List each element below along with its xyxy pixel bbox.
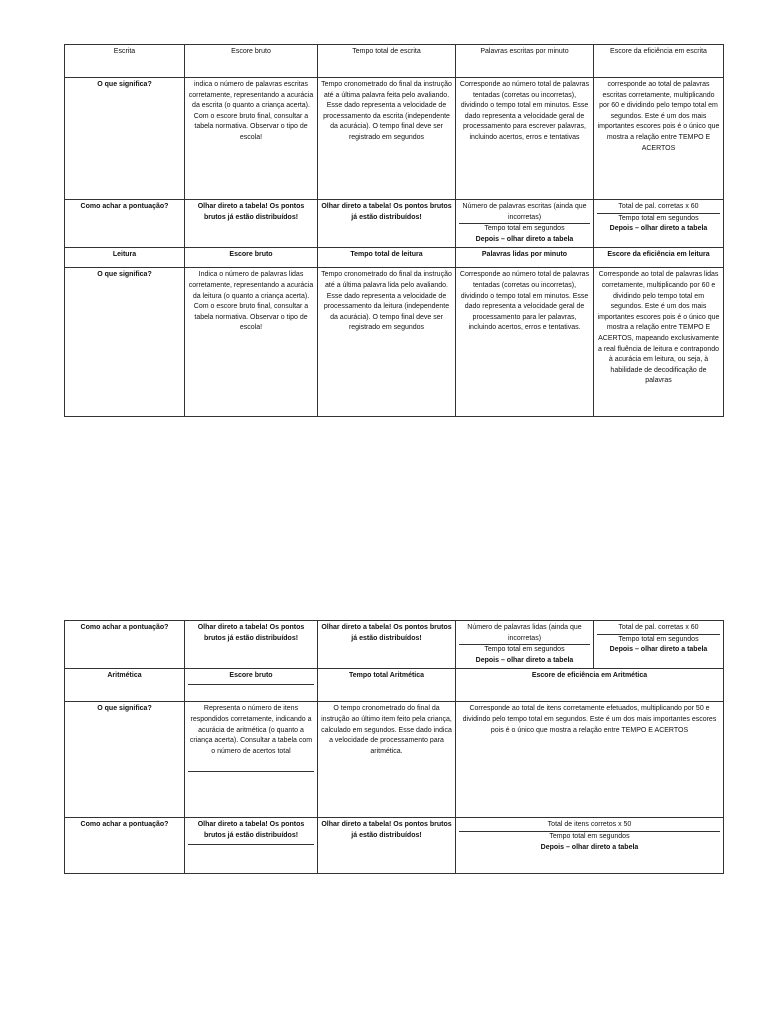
- formula-denominator: Tempo total em segundos: [484, 646, 565, 654]
- cell-pontuacao-tempo: Olhar direto a tabela! Os pontos brutos já estão distribuídos!: [318, 818, 456, 874]
- formula-numerator: Total de pal. corretas x 60: [597, 202, 720, 214]
- formula-after: Depois – olhar direto a tabela: [540, 843, 639, 851]
- formula-numerator: Total de pal. corretas x 60: [597, 623, 720, 635]
- cell-pontuacao-escore: [185, 818, 318, 874]
- table-row: [65, 45, 724, 78]
- formula-after: Depois – olhar direto a tabela: [475, 235, 574, 243]
- header-tempo-aritmetica: Tempo total Aritmética: [318, 669, 456, 702]
- header-tempo-total-escrita: Tempo total de escrita: [318, 45, 456, 78]
- divider: [188, 771, 314, 772]
- formula-denominator: Tempo total em segundos: [618, 214, 699, 222]
- cell-significa-eficiencia: Corresponde ao total de itens corretamente efetuados, multiplicando por 50 e dividindo pelo tempo total em segundos. Este é um dos mais importantes escores pois é o único que mostra a relação entre TEMPO E ACERTOS: [456, 702, 724, 818]
- table-row: [65, 200, 724, 248]
- table-row: [65, 669, 724, 702]
- row-label-significa: O que significa?: [65, 78, 185, 200]
- cell-significa-escore: [185, 702, 318, 818]
- header-eficiencia-escrita: Escore da eficiência em escrita: [594, 45, 724, 78]
- cell-significa-escore-text: Representa o número de itens respondidos corretamente, indicando a acurácia de aritmética (o quanto a criança acerta). Consultar a tabela com o número de acertos total: [189, 705, 313, 755]
- cell-pontuacao-escore-text: Olhar direto a tabela! Os pontos brutos já estão distribuídos!: [197, 821, 305, 839]
- formula-denominator: Tempo total em segundos: [484, 225, 565, 233]
- header-tempo-total-leitura: Tempo total de leitura: [318, 248, 456, 268]
- formula-numerator: Número de palavras escritas (ainda que incorretas): [459, 202, 590, 224]
- table-leitura-aritmetica: [64, 620, 724, 874]
- cell-significa-eficiencia: corresponde ao total de palavras escritas corretamente, multiplicando por 60 e dividindo pelo tempo total em segundos. Este é um dos mais importantes escores pois é o único que mostra a relação entre TEMPO E ACERTOS: [594, 78, 724, 200]
- cell-significa-ppm: Corresponde ao número total de palavras tentadas (corretas ou incorretas), dividindo o tempo total em minutos. Esse dado representa a velocidade geral de processamento para ler palavras, incluindo acertos, erros e tentativas.: [456, 268, 594, 417]
- cell-pontuacao-tempo: Olhar direto a tabela! Os pontos brutos já estão distribuídos!: [318, 621, 456, 669]
- formula-after: Depois – olhar direto a tabela: [475, 656, 574, 664]
- table-row: [65, 268, 724, 417]
- header-palavras-lidas-minuto: Palavras lidas por minuto: [456, 248, 594, 268]
- formula-denominator: Tempo total em segundos: [618, 635, 699, 643]
- cell-significa-escore: indica o número de palavras escritas corretamente, representando a acurácia da escrita (o quanto a criança acerta). Com o escore bruto final, consultar a tabela normativa. Observar o tipo de escola!: [185, 78, 318, 200]
- cell-significa-escore: Indica o número de palavras lidas corretamente, representando a acurácia da leitura (o quanto a criança acerta). Com o escore bruto final, consultar a tabela normativa. Observar o tipo de escola!: [185, 268, 318, 417]
- cell-pontuacao-escore: Olhar direto a tabela! Os pontos brutos já estão distribuídos!: [185, 621, 318, 669]
- formula-numerator: Total de itens corretos x 50: [459, 820, 720, 832]
- cell-significa-tempo: Tempo cronometrado do final da instrução até a última palavra feita pelo avaliando. Esse dado representa a velocidade de processamento da escrita (independente da acurácia). O tempo final deve ser registrado em segundos: [318, 78, 456, 200]
- row-label-pontuacao: Como achar a pontuação?: [65, 200, 185, 248]
- cell-pontuacao-eficiencia: [456, 818, 724, 874]
- table-row: [65, 702, 724, 818]
- cell-significa-ppm: Corresponde ao número total de palavras tentadas (corretas ou incorretas), dividindo o tempo total em minutos. Esse dado representa a velocidade geral de processamento para escrever palavras, incluindo acertos, erros e tentativas: [456, 78, 594, 200]
- table-row: [65, 621, 724, 669]
- formula-denominator: Tempo total em segundos: [549, 832, 630, 840]
- cell-pontuacao-ppm: [456, 621, 594, 669]
- row-label-significa: O que significa?: [65, 268, 185, 417]
- formula-after: Depois – olhar direto a tabela: [609, 225, 708, 233]
- cell-pontuacao-tempo: Olhar direto a tabela! Os pontos brutos já estão distribuídos!: [318, 200, 456, 248]
- table-row: [65, 78, 724, 200]
- row-label-pontuacao: Como achar a pontuação?: [65, 621, 185, 669]
- table-row: [65, 248, 724, 268]
- cell-pontuacao-eficiencia: [594, 621, 724, 669]
- header-aritmetica: Aritmética: [65, 669, 185, 702]
- cell-pontuacao-escore: Olhar direto a tabela! Os pontos brutos já estão distribuídos!: [185, 200, 318, 248]
- cell-pontuacao-ppm: [456, 200, 594, 248]
- formula-numerator: Número de palavras lidas (ainda que incorretas): [459, 623, 590, 645]
- cell-significa-tempo: O tempo cronometrado do final da instrução ao último item feito pela criança, calculado em segundos. Esse dado indica a velocidade de processamento para aritmética.: [318, 702, 456, 818]
- header-escore-bruto: Escore bruto: [185, 248, 318, 268]
- header-escore-bruto-label: Escore bruto: [229, 672, 273, 680]
- header-eficiencia-aritmetica: Escore de eficiência em Aritmética: [456, 669, 724, 702]
- divider: [188, 844, 314, 845]
- header-escore-bruto: [185, 669, 318, 702]
- header-palavras-escritas-minuto: Palavras escritas por minuto: [456, 45, 594, 78]
- header-eficiencia-leitura: Escore da eficiência em leitura: [594, 248, 724, 268]
- table-escrita-leitura: [64, 44, 724, 417]
- row-label-significa: O que significa?: [65, 702, 185, 818]
- table-row: [65, 818, 724, 874]
- header-escore-bruto: Escore bruto: [185, 45, 318, 78]
- cell-significa-tempo: Tempo cronometrado do final da instrução até a última palavra lida pelo avaliando. Esse dado representa a velocidade de processamento da leitura (independente da acurácia). O tempo final deve ser registrado em segundos: [318, 268, 456, 417]
- row-label-pontuacao: Como achar a pontuação?: [65, 818, 185, 874]
- header-leitura: Leitura: [65, 248, 185, 268]
- cell-significa-eficiencia: Corresponde ao total de palavras lidas corretamente, multiplicando por 60 e dividindo pelo tempo total em segundos. Este é um dos mais importantes escores pois é o único que mostra a relação entre TEMPO E ACERTOS, mapeando exclusivamente a real fluência de leitura e contrapondo à acurácia em leitura, ou seja, à habilidade de decodificação de palavras: [594, 268, 724, 417]
- formula-after: Depois – olhar direto a tabela: [609, 646, 708, 654]
- cell-pontuacao-eficiencia: [594, 200, 724, 248]
- header-escrita: Escrita: [65, 45, 185, 78]
- divider: [188, 684, 314, 685]
